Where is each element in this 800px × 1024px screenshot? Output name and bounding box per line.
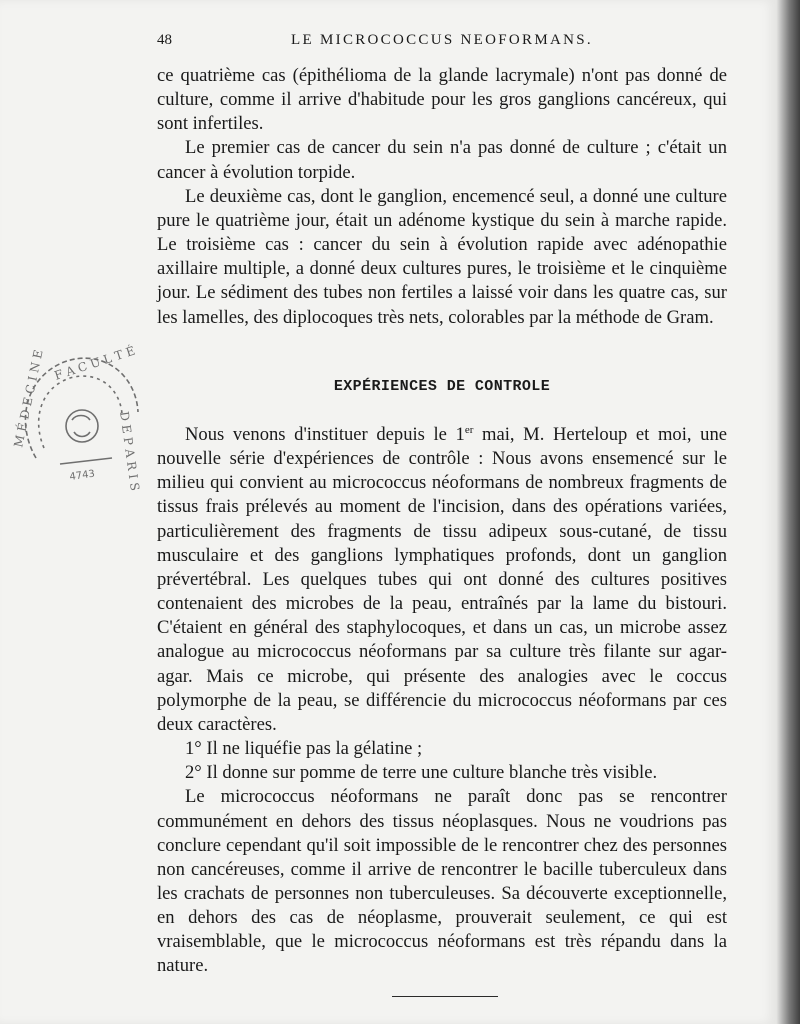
page-number: 48 <box>157 31 172 48</box>
running-head <box>157 28 727 52</box>
paragraph-continuation: ce quatrième cas (épithélioma de la glande lacrymale) n'ont pas donné de culture, comme il arrive d'habitude pour les gros ganglions cancéreux, qui sont infertiles. <box>157 65 727 135</box>
paragraph-experiences <box>157 423 727 737</box>
stamp-number: 4743 <box>68 468 96 483</box>
page-edge-shadow <box>776 0 800 1024</box>
ordinal-superscript: er <box>464 424 474 436</box>
intro-after-sup: mai, M. Herteloup et moi, une nouvelle série d'expériences de contrôle : Nous avons ensemencé sur le milieu qui convient au micrococcus néoformans de nombreux fragments de tissus frais prélevés au moment de l'incision, dans des opérations variées, particulièrement des fragments de tissu adipeux sous-cutané, de tissu musculaire et des ganglions lymphatiques profonds, dont un ganglion prévertébral. Les quelques tubes qui ont donné des cultures positives contenaient des microbes de la peau, entraînés par la lame du bistouri. C'étaient en général des staphylocoques, et dans un cas, un microbe assez analogue au micrococcus néoformans par sa culture très filante sur agar-agar. Mais ce microbe, qui présente des analogies avec le coccus polymorphe de la peau, se différencie du micrococcus néoformans par ces deux caractères. <box>157 424 727 735</box>
running-title: LE MICROCOCCUS NEOFORMANS. <box>291 31 593 48</box>
section-title: EXPÉRIENCES DE CONTROLE <box>333 378 551 395</box>
library-stamp <box>11 340 148 492</box>
svg-text:M É D E C I N E: M É D E C I N E <box>11 348 46 449</box>
library-stamp-icon <box>11 340 148 492</box>
paragraph-second-third-case: Le deuxième cas, dont le ganglion, encemencé seul, a donné une culture pure le quatrième jour, était un adénome kystique du sein à marche rapide. Le troisième cas : cancer du sein à évolution rapide avec adénopathie axillaire multiple, a donné deux cultures pures, le troisième et le cinquième jour. Le sédiment des tubes non fertiles a laissé voir dans les quatre cas, sur les lamelles, des diplocoques très nets, colorables par la méthode de Gram. <box>157 185 727 328</box>
paragraph-first-case: Le premier cas de cancer du sein n'a pas donné de culture ; c'était un cancer à évolution torpide. <box>157 137 727 183</box>
intro-before-sup: Nous venons d'instituer depuis le 1 <box>185 424 465 445</box>
paragraph-conclusion: Le micrococcus néoformans ne paraît donc pas se rencontrer communément en dehors des tissus néoplasques. Nous ne voudrions pas conclure cependant qu'il soit impossible de le rencontrer chez des personnes non cancéreuses, comme il arrive de rencontrer le bacille tuberculeux dans les crachats de personnes non tuberculeuses. Sa découverte exceptionnelle, en dehors des cas de néoplasme, prouverait seulement, ce qui est vraisemblable, que le micrococcus néoformans est très répandu dans la nature. <box>157 786 727 977</box>
list-item-1: 1° Il ne liquéfie pas la gélatine ; <box>185 738 423 760</box>
list-item-2: 2° Il donne sur pomme de terre une culture blanche très visible. <box>185 762 658 784</box>
svg-text:D E P A R I S: D E P A R I S <box>117 410 143 492</box>
body-experiences <box>157 423 727 979</box>
svg-text:F A C U L T É: F A C U L T É <box>52 343 137 383</box>
end-rule <box>392 996 498 997</box>
body-top <box>157 64 727 330</box>
